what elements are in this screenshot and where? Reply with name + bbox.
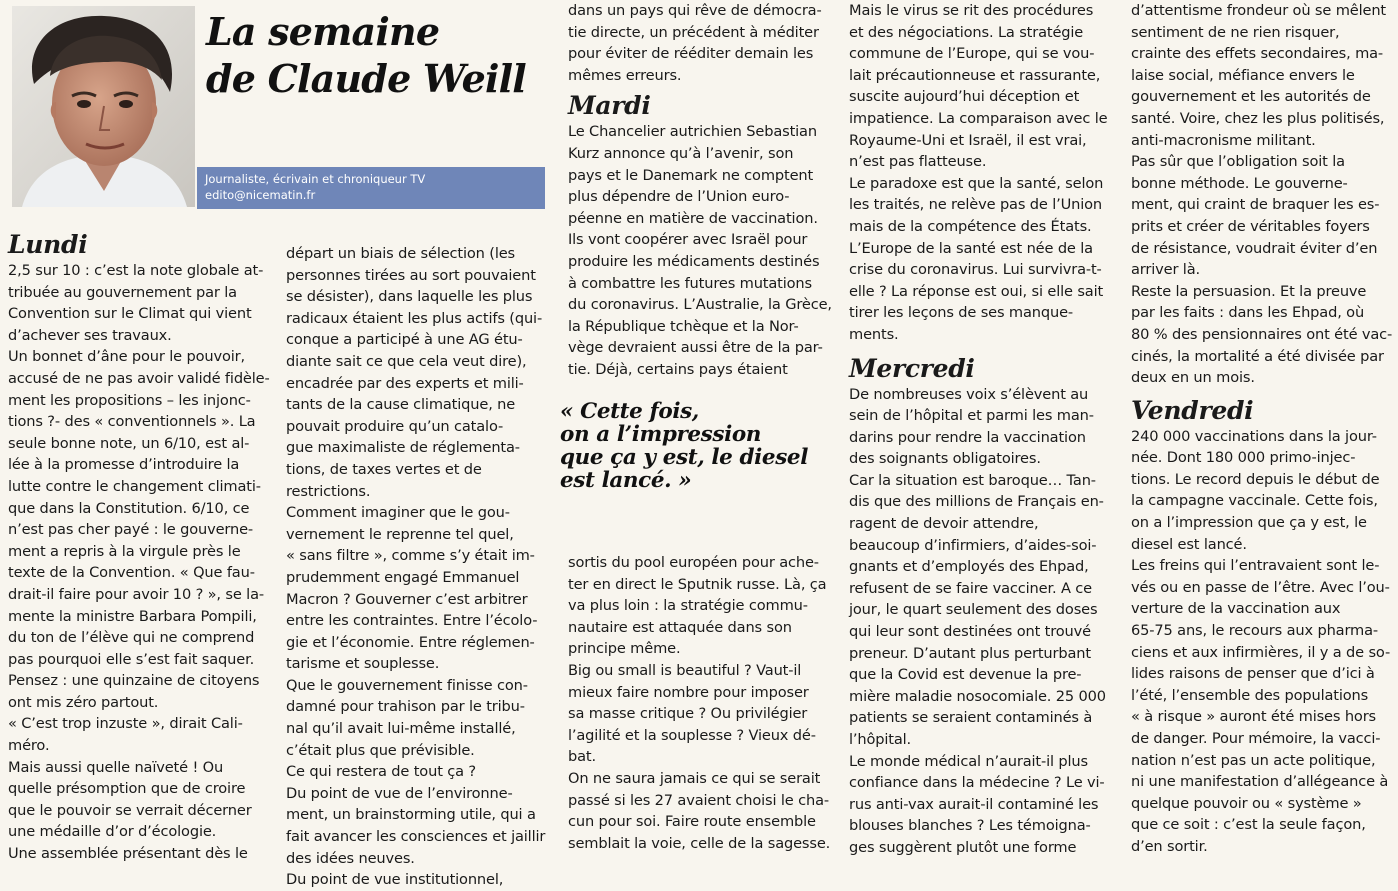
day-heading-mercredi: Mercredi: [849, 353, 975, 383]
text-line: anti-macronisme militant.: [1131, 131, 1316, 149]
text-line: tions ?- des « conventionnels ». La: [8, 413, 256, 431]
text-line: du ton de l’élève qui ne comprend: [8, 629, 255, 647]
text-line: cinés, la mortalité a été divisée par: [1131, 347, 1384, 365]
text-line: accusé de ne pas avoir validé fidèle-: [8, 369, 270, 387]
pull-quote: [560, 400, 840, 492]
text-line: que la Covid est devenue la pre-: [849, 666, 1082, 684]
text-line: entre les contraintes. Entre l’écolo-: [286, 612, 538, 630]
text-line: les traités, ne relève pas de l’Union: [849, 196, 1103, 214]
text-line: arriver là.: [1131, 261, 1200, 279]
author-bio: Journaliste, écrivain et chroniqueur TV: [205, 172, 426, 186]
text-line: On ne saura jamais ce qui se serait: [568, 769, 821, 787]
text-line: elle ? La réponse est oui, si elle sait: [849, 282, 1104, 300]
text-line: 2,5 sur 10 : c’est la note globale at-: [8, 262, 264, 279]
text-line: gue maximaliste de réglementa-: [286, 439, 520, 457]
text-line: Big ou small is beautiful ? Vaut-il: [568, 661, 802, 679]
text-line: damné pour trahison par le tribu-: [286, 698, 525, 716]
text-line: mêmes erreurs.: [568, 66, 682, 84]
column-title: [206, 8, 526, 102]
text-line: des idées neuves.: [286, 849, 415, 867]
text-line: « sans filtre », comme s’y était im-: [286, 547, 535, 565]
text-line: Le paradoxe est que la santé, selon: [849, 174, 1104, 192]
text-line: cun pour soi. Faire route ensemble: [568, 813, 816, 831]
text-line: mière maladie nosocomiale. 25 000: [849, 687, 1106, 705]
text-line: plus dépendre de l’Union euro-: [568, 188, 790, 206]
text-line: quelle présomption que de croire: [8, 780, 246, 798]
text-line: gie et l’économie. Entre réglemen-: [286, 633, 535, 651]
text-line: jour, le quart seulement des doses: [849, 601, 1098, 619]
text-line: produire les médicaments destinés: [568, 252, 820, 270]
text-line: darins pour rendre la vaccination: [849, 428, 1086, 446]
text-line: une médaille d’or d’écologie.: [8, 823, 217, 841]
text-line: tie directe, un précédent à méditer: [568, 23, 819, 41]
column-title-line1: La semaine: [206, 9, 440, 54]
text-line: restrictions.: [286, 482, 371, 500]
text-line: lutte contre le changement climati-: [8, 477, 261, 495]
text-line: crainte des effets secondaires, ma-: [1131, 45, 1384, 63]
text-line: Pas sûr que l’obligation soit la: [1131, 153, 1345, 171]
text-column-1: [8, 230, 270, 865]
text-column-3-top: [568, 0, 836, 381]
text-line: Ils vont coopérer avec Israël pour: [568, 231, 808, 249]
text-line: départ un biais de sélection (les: [286, 245, 515, 262]
text-line: Mais le virus se rit des procédures: [849, 2, 1094, 19]
text-line: rus anti-vax aurait-il contaminé les: [849, 795, 1099, 813]
text-line: 80 % des pensionnaires ont été vac-: [1131, 325, 1393, 343]
text-line: ter en direct le Sputnik russe. Là, ça: [568, 575, 827, 593]
text-line: n’est pas flatteuse.: [849, 153, 987, 171]
text-line: ment les propositions – les injonc-: [8, 391, 251, 409]
text-line: vés ou en passe de l’être. Avec l’ou-: [1131, 578, 1390, 596]
text-line: qui leur sont destinées ont trouvé: [849, 623, 1091, 641]
text-line: sa masse critique ? Ou privilégier: [568, 705, 808, 723]
text-line: L’Europe de la santé est née de la: [849, 239, 1093, 257]
text-line: 240 000 vaccinations dans la jour-: [1131, 427, 1377, 445]
text-line: c’était plus que prévisible.: [286, 741, 475, 759]
text-line: tions. Le record depuis le début de: [1131, 470, 1380, 488]
text-line: bat.: [568, 748, 596, 766]
text-line: Car la situation est baroque… Tan-: [849, 471, 1096, 489]
text-line: personnes tirées au sort pouvaient: [286, 266, 536, 284]
author-bio-bar: [197, 167, 545, 209]
text-line: semblait la voie, celle de la sagesse.: [568, 834, 831, 852]
text-line: ment, qui craint de braquer les es-: [1131, 196, 1380, 214]
text-line: suscite aujourd’hui déception et: [849, 88, 1080, 106]
text-line: que dans la Constitution. 6/10, ce: [8, 499, 250, 517]
text-line: d’attentisme frondeur où se mêlent: [1131, 2, 1386, 19]
day-heading-mardi: Mardi: [568, 91, 651, 121]
text-line: ont mis zéro partout.: [8, 693, 159, 711]
text-line: l’été, l’ensemble des populations: [1131, 686, 1369, 704]
text-line: 65-75 ans, le recours aux pharma-: [1131, 622, 1379, 640]
text-line: tribuée au gouvernement par la: [8, 283, 237, 301]
text-line: la République tchèque et la Nor-: [568, 317, 799, 335]
text-line: la campagne vaccinale. Cette fois,: [1131, 492, 1378, 510]
text-column-4: [849, 0, 1121, 859]
text-line: péenne en matière de vaccination.: [568, 209, 818, 227]
text-line: gnants et d’employés des Ehpad,: [849, 558, 1089, 576]
text-line: des soignants obligatoires.: [849, 450, 1041, 468]
text-line: drait-il faire pour avoir 10 ? », se la-: [8, 585, 264, 603]
text-line: Pensez : une quinzaine de citoyens: [8, 672, 260, 690]
text-line: deux en un mois.: [1131, 369, 1255, 387]
text-line: radicaux étaient les plus actifs (qui-: [286, 309, 543, 327]
text-line: patients se seraient contaminés à: [849, 709, 1093, 727]
text-line: tions, de taxes vertes et de: [286, 460, 482, 478]
text-line: refusent de se faire vacciner. A ce: [849, 579, 1092, 597]
day-heading-vendredi: Vendredi: [1131, 395, 1254, 425]
text-line: Comment imaginer que le gou-: [286, 504, 510, 522]
text-line: verture de la vaccination aux: [1131, 600, 1341, 618]
text-line: née. Dont 180 000 primo-injec-: [1131, 449, 1356, 467]
text-line: diesel est lancé.: [1131, 535, 1247, 553]
text-line: Kurz annonce qu’à l’avenir, son: [568, 144, 794, 162]
text-line: d’en sortir.: [1131, 837, 1208, 855]
author-email: edito@nicematin.fr: [205, 188, 316, 202]
pull-quote-line: « Cette fois,: [560, 399, 699, 424]
text-line: mais de la compétence des États.: [849, 217, 1092, 235]
text-line: beaucoup d’infirmiers, d’aides-soi-: [849, 536, 1097, 554]
text-line: méro.: [8, 737, 50, 755]
text-line: ni une manifestation d’allégeance à: [1131, 773, 1389, 791]
text-line: Que le gouvernement finisse con-: [286, 676, 528, 694]
text-line: d’achever ses travaux.: [8, 326, 172, 344]
text-column-3-bottom: [568, 552, 836, 854]
text-line: tants de la cause climatique, ne: [286, 396, 516, 414]
text-line: preneur. D’autant plus perturbant: [849, 644, 1091, 662]
text-line: que le pouvoir se verrait décerner: [8, 801, 252, 819]
text-line: et des négociations. La stratégie: [849, 23, 1084, 41]
text-line: l’agilité et la souplesse ? Vieux dé-: [568, 726, 816, 744]
text-line: bonne méthode. Le gouverne-: [1131, 174, 1348, 192]
text-column-2: [286, 243, 550, 891]
text-line: ment a repris à la virgule près le: [8, 542, 241, 560]
text-line: vège devraient aussi être de la par-: [568, 339, 823, 357]
text-line: prits et créer de véritables foyers: [1131, 217, 1370, 235]
text-line: Convention sur le Climat qui vient: [8, 305, 252, 323]
text-line: nautaire est attaquée dans son: [568, 618, 792, 636]
column-title-line2: de Claude Weill: [206, 56, 526, 101]
text-line: mieux faire nombre pour imposer: [568, 683, 809, 701]
text-line: prudemment engagé Emmanuel: [286, 568, 520, 586]
text-line: fait avancer les consciences et jaillir: [286, 828, 546, 846]
text-line: de résistance, voudrait éviter d’en: [1131, 239, 1378, 257]
text-line: « à risque » auront été mises hors: [1131, 708, 1377, 726]
author-photo: [12, 6, 195, 207]
text-line: mente la ministre Barbara Pompili,: [8, 607, 257, 625]
text-line: n’est pas cher payé : le gouverne-: [8, 521, 254, 539]
text-line: blouses blanches ? Les témoigna-: [849, 817, 1091, 835]
text-line: laise social, méfiance envers le: [1131, 66, 1355, 84]
author-portrait-image: [12, 6, 195, 207]
text-line: Ce qui restera de tout ça ?: [286, 763, 477, 781]
text-line: gouvernement et les autorités de: [1131, 88, 1371, 106]
text-line: Un bonnet d’âne pour le pouvoir,: [8, 348, 245, 366]
text-line: crise du coronavirus. Lui survivra-t-: [849, 261, 1102, 279]
text-line: ments.: [849, 325, 899, 343]
text-line: pour éviter de rééditer demain les: [568, 45, 814, 63]
text-line: sortis du pool européen pour ache-: [568, 554, 819, 571]
text-line: sein de l’hôpital et parmi les man-: [849, 407, 1094, 425]
text-line: nal qu’il avait lui-même installé,: [286, 720, 516, 738]
text-line: tirer les leçons de ses manque-: [849, 304, 1074, 322]
text-line: De nombreuses voix s’élèvent au: [849, 385, 1089, 403]
text-line: Macron ? Gouverner c’est arbitrer: [286, 590, 528, 608]
pull-quote-line: on a l’impression: [560, 422, 762, 447]
pull-quote-line: est lancé. »: [560, 468, 692, 493]
text-line: Le Chancelier autrichien Sebastian: [568, 123, 817, 141]
text-line: commune de l’Europe, qui se vou-: [849, 45, 1095, 63]
text-line: quelque pouvoir ou « système »: [1131, 794, 1362, 812]
text-line: Du point de vue institutionnel,: [286, 871, 504, 889]
text-line: de danger. Pour mémoire, la vacci-: [1131, 730, 1381, 747]
text-line: sentiment de ne rien risquer,: [1131, 23, 1340, 41]
text-line: lée à la promesse d’introduire la: [8, 456, 240, 474]
text-line: Royaume-Uni et Israël, il est vrai,: [849, 131, 1087, 149]
text-line: Le monde médical n’aurait-il plus: [849, 752, 1088, 770]
text-line: se désister), dans laquelle les plus: [286, 288, 533, 306]
text-line: ges suggèrent plutôt une forme: [849, 838, 1077, 856]
text-line: dans un pays qui rêve de démocra-: [568, 2, 822, 19]
text-line: dis que des millions de Français en-: [849, 493, 1104, 511]
text-line: Mais aussi quelle naïveté ! Ou: [8, 758, 224, 776]
text-column-5: [1131, 0, 1393, 858]
text-line: que ce soit : c’est la seule façon,: [1131, 816, 1366, 834]
text-line: Les freins qui l’entravaient sont le-: [1131, 557, 1380, 575]
text-line: santé. Voire, chez les plus politisés,: [1131, 109, 1385, 127]
text-line: principe même.: [568, 640, 681, 658]
text-line: Une assemblée présentant dès le: [8, 845, 248, 863]
text-line: texte de la Convention. « Que fau-: [8, 564, 255, 582]
text-line: ment, un brainstorming utile, qui a: [286, 806, 536, 824]
text-line: Reste la persuasion. Et la preuve: [1131, 282, 1367, 300]
text-line: confiance dans la médecine ? Le vi-: [849, 774, 1105, 792]
text-line: va plus loin : la stratégie commu-: [568, 597, 808, 615]
text-line: pouvait produire qu’un catalo-: [286, 417, 504, 435]
text-line: pas pourquoi elle s’est fait saquer.: [8, 650, 255, 668]
col1-text: [8, 260, 270, 865]
text-line: on a l’impression que ça y est, le: [1131, 514, 1367, 532]
text-line: conque a participé à une AG étu-: [286, 331, 523, 349]
text-line: nation n’est pas un acte politique,: [1131, 751, 1376, 769]
text-line: impatience. La comparaison avec le: [849, 109, 1108, 127]
text-line: seule bonne note, un 6/10, est al-: [8, 434, 250, 452]
pull-quote-line: que ça y est, le diesel: [560, 445, 808, 470]
text-line: tie. Déjà, certains pays étaient: [568, 360, 788, 378]
text-line: passé si les 27 avaient choisi le cha-: [568, 791, 829, 809]
text-line: encadrée par des experts et mili-: [286, 374, 524, 392]
day-heading-lundi: Lundi: [8, 230, 88, 259]
text-line: lides raisons de penser que d’ici à: [1131, 665, 1375, 683]
text-line: par les faits : dans les Ehpad, où: [1131, 304, 1365, 322]
text-line: du coronavirus. L’Australie, la Grèce,: [568, 296, 832, 314]
text-line: diante sait ce que cela veut dire),: [286, 352, 527, 370]
text-line: à combattre les futures mutations: [568, 274, 812, 292]
text-line: vernement le reprenne tel quel,: [286, 525, 514, 543]
text-line: ciens et aux infirmières, il y a de so-: [1131, 643, 1391, 661]
text-line: l’hôpital.: [849, 731, 912, 748]
text-line: pays et le Danemark ne comptent: [568, 166, 814, 184]
text-line: « C’est trop inzuste », dirait Cali-: [8, 715, 243, 733]
text-line: lait précautionneuse et rassurante,: [849, 66, 1101, 84]
text-line: tarisme et souplesse.: [286, 655, 440, 673]
text-line: ragent de devoir attendre,: [849, 515, 1039, 533]
text-line: Du point de vue de l’environne-: [286, 784, 513, 802]
